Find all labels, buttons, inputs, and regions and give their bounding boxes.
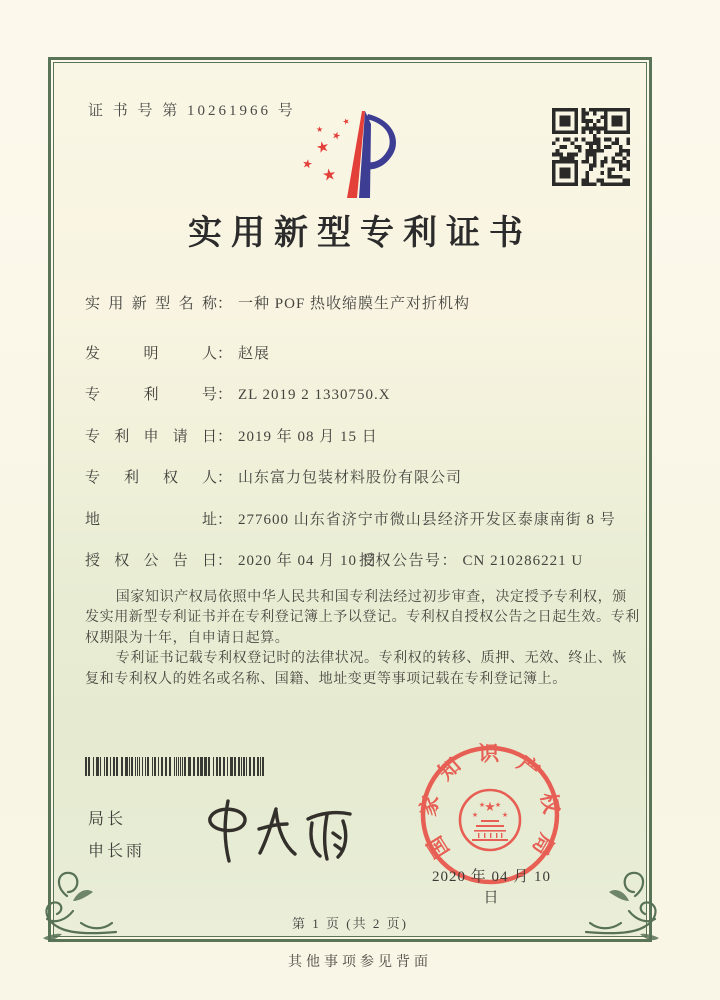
field-inventor <box>85 342 645 383</box>
svg-text:★: ★ <box>314 136 332 158</box>
svg-text:★: ★ <box>316 125 324 134</box>
floral-corner-ornament-right <box>582 866 666 950</box>
field-value: 山东富力包装材料股份有限公司 <box>238 470 463 487</box>
page-number: 第 1 页 (共 2 页) <box>292 916 408 931</box>
field-value: 2019 年 08 月 15 日 <box>238 428 378 445</box>
svg-text:★: ★ <box>300 156 314 172</box>
grant-number-label: 授权公告号 <box>359 552 442 569</box>
grant-number-value: CN 210286221 U <box>462 552 584 569</box>
certificate-title: 实用新型专利证书 <box>188 215 532 252</box>
field-label: 专利申请日 <box>85 428 217 445</box>
svg-text:★: ★ <box>501 811 509 819</box>
field-label: 实用新型名称 <box>85 296 217 312</box>
legal-paragraph-2: 专利证书记载专利权登记时的法律状况。专利权的转移、质押、无效、终止、恢复和专利权人的姓名或名称、国籍、地址变更等事项记载在专利登记簿上。 <box>85 651 627 687</box>
field-address <box>85 508 645 549</box>
field-grant-row <box>85 549 645 589</box>
field-patentee <box>85 466 645 507</box>
svg-text:★: ★ <box>494 801 502 809</box>
field-value: 赵展 <box>238 346 271 362</box>
floral-corner-ornament-left <box>36 866 120 950</box>
field-colon: ： <box>217 470 233 487</box>
field-label: 发明人 <box>85 346 217 362</box>
legal-text <box>85 588 641 690</box>
field-patent-number <box>85 383 645 424</box>
field-utility-model-name <box>85 292 645 342</box>
svg-text:★: ★ <box>320 164 338 186</box>
legal-paragraph-1: 国家知识产权局依照中华人民共和国专利法经过初步审查，决定授予专利权，颁发实用新型专利证书并在专利登记簿上予以登记。专利权自授权公告之日起生效。专利权期限为十年，自申请日起算。 <box>85 590 640 646</box>
qr-code <box>552 108 630 186</box>
field-label: 专利号 <box>85 387 217 404</box>
field-colon: ： <box>217 296 233 312</box>
grant-date-label: 授权公告日 <box>85 552 217 569</box>
back-side-note: 其他事项参见背面 <box>288 955 432 970</box>
field-colon: ： <box>217 387 233 404</box>
officer-title: 局长 <box>88 811 127 828</box>
field-value: 277600 山东省济宁市微山县经济开发区泰康南街 8 号 <box>238 511 616 528</box>
field-filing-date <box>85 425 645 466</box>
svg-text:★: ★ <box>330 129 342 143</box>
signature-image <box>196 791 371 869</box>
field-colon: ： <box>217 346 233 362</box>
grant-number-group <box>359 549 583 570</box>
field-colon: ： <box>217 511 233 528</box>
field-colon: ： <box>441 552 457 569</box>
certificate-number: 证 书 号 第 10261966 号 <box>88 103 296 119</box>
svg-text:★: ★ <box>484 800 496 815</box>
grant-date-value: 2020 年 04 月 10 日 <box>238 552 378 569</box>
svg-text:★: ★ <box>478 801 486 809</box>
field-value: 一种 POF 热收缩膜生产对折机构 <box>238 296 471 312</box>
field-label: 专利权人 <box>85 470 217 487</box>
svg-text:★: ★ <box>341 116 352 128</box>
seal-date: 2020 年 04 月 10 日 <box>431 869 551 906</box>
certificate-fields <box>85 292 645 589</box>
barcode <box>85 757 267 776</box>
field-colon: ： <box>217 552 233 569</box>
svg-text:★: ★ <box>471 811 479 819</box>
field-value: ZL 2019 2 1330750.X <box>238 387 391 404</box>
officer-name: 申长雨 <box>88 843 146 860</box>
national-emblem-icon <box>460 790 520 850</box>
cnipa-logo-icon <box>292 102 402 202</box>
seal-org-text: 国家知识产权局 <box>416 741 564 863</box>
field-label: 地址 <box>85 511 217 528</box>
field-colon: ： <box>217 428 233 445</box>
